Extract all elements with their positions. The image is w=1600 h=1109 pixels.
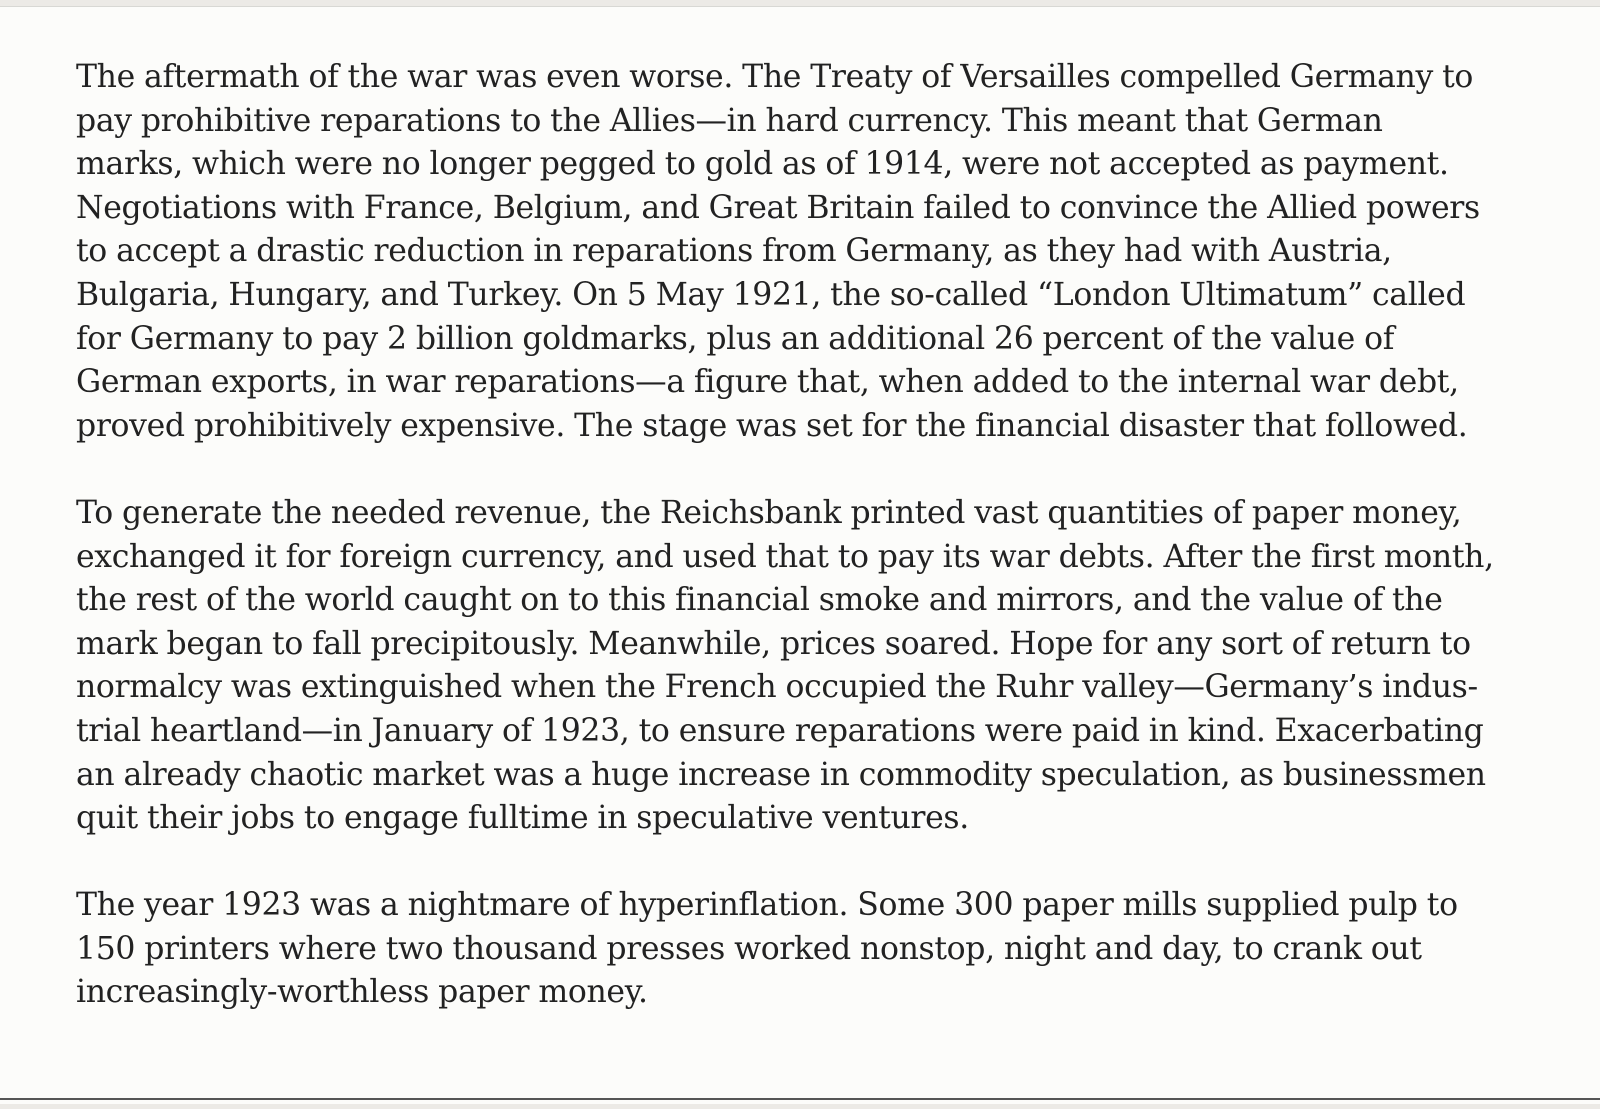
text-line: Bulgaria, Hungary, and Turkey. On 5 May 1921, the so-called “London Ultimatum” called — [76, 276, 1466, 313]
text-line: mark began to fall precipitously. Meanwhile, prices soared. Hope for any sort of return to — [76, 625, 1471, 662]
text-line: increasingly-worthless paper money. — [76, 974, 648, 1011]
text-line: to accept a drastic reduction in reparations from Germany, as they had with Austria, — [76, 233, 1392, 270]
text-line: The aftermath of the war was even worse. The Treaty of Versailles compelled Germany to — [76, 59, 1473, 95]
document-body — [76, 56, 1536, 1059]
text-line: German exports, in war reparations—a figure that, when added to the internal war debt, — [76, 364, 1459, 401]
paragraph-reichsbank — [76, 492, 1536, 841]
paragraph-versailles — [76, 56, 1536, 448]
text-line: The year 1923 was a nightmare of hyperinflation. Some 300 paper mills supplied pulp to — [76, 887, 1458, 924]
paragraph-hyperinflation — [76, 884, 1536, 1015]
text-line: To generate the needed revenue, the Reichsbank printed vast quantities of paper money, — [76, 494, 1462, 531]
text-line: exchanged it for foreign currency, and used that to pay its war debts. After the first month, — [76, 538, 1494, 575]
text-line: trial heartland—in January of 1923, to ensure reparations were paid in kind. Exacerbating — [76, 712, 1484, 749]
text-line: proved prohibitively expensive. The stage was set for the financial disaster that followed. — [76, 407, 1468, 444]
text-line: quit their jobs to engage fulltime in speculative ventures. — [76, 800, 969, 837]
text-line: 150 printers where two thousand presses worked nonstop, night and day, to crank out — [76, 930, 1422, 967]
page-bottom-edge — [0, 1098, 1600, 1100]
text-line: normalcy was extinguished when the French occupied the Ruhr valley—Germany’s indus- — [76, 669, 1478, 706]
text-line: for Germany to pay 2 billion goldmarks, plus an additional 26 percent of the value of — [76, 320, 1395, 357]
text-line: an already chaotic market was a huge increase in commodity speculation, as businessmen — [76, 756, 1486, 793]
text-line: pay prohibitive reparations to the Allies—in hard currency. This meant that German — [76, 102, 1383, 139]
text-line: marks, which were no longer pegged to gold as of 1914, were not accepted as payment. — [76, 146, 1449, 183]
text-line: the rest of the world caught on to this financial smoke and mirrors, and the value of the — [76, 582, 1443, 619]
text-line: Negotiations with France, Belgium, and Great Britain failed to convince the Allied powers — [76, 189, 1480, 226]
scanned-page — [0, 6, 1600, 1104]
